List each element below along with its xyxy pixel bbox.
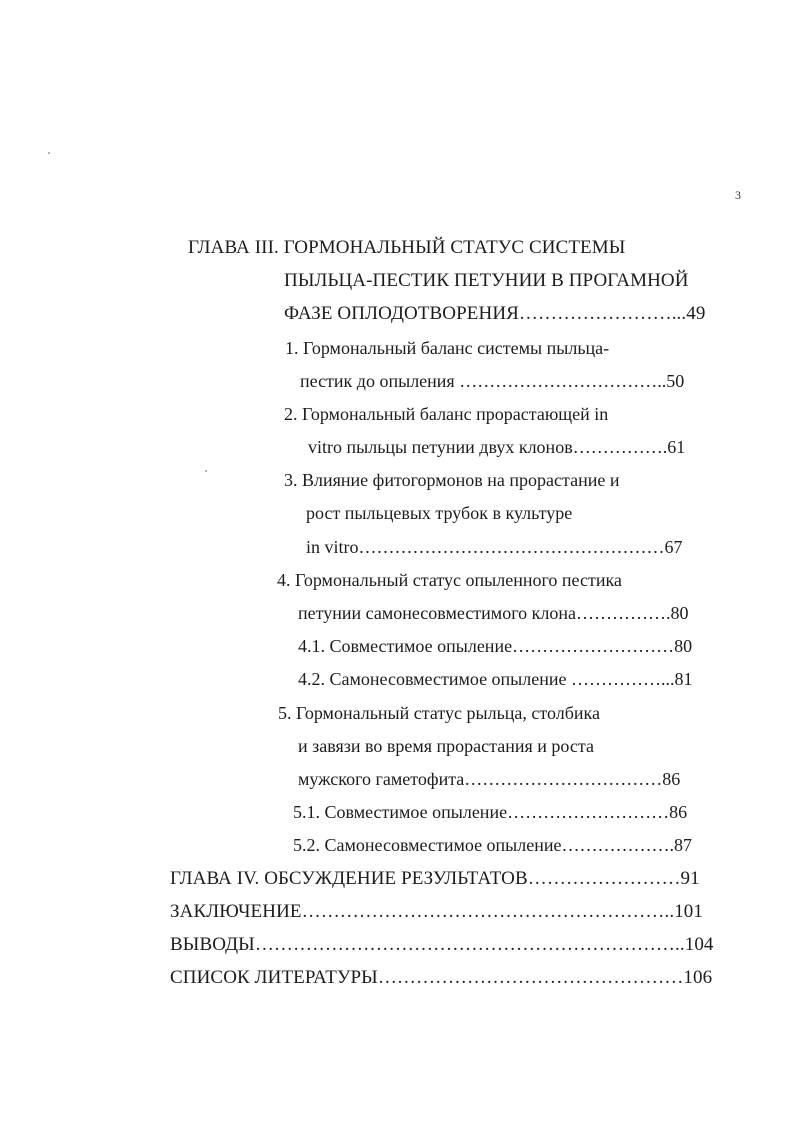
toc-conclusion: ЗАКЛЮЧЕНИЕ…………………………………………………..101: [170, 901, 704, 922]
toc-item-3-3-cont: рост пыльцевых трубок в культуре: [306, 503, 573, 523]
toc-item-3-4-2: 4.2. Самонесовместимое опыление ……………...81: [298, 669, 693, 689]
toc-item-3-5-1: 5.1. Совместимое опыление………………………86: [293, 802, 688, 822]
toc-item-3-5-cont: и завязи во время прорастания и роста: [298, 736, 594, 756]
toc-item-3-5: 5. Гормональный статус рыльца, столбика: [278, 703, 601, 723]
toc-item-3-3-end: in vitro……………………………………………67: [306, 537, 683, 557]
toc-item-3-3: 3. Влияние фитогормонов на прорастание и: [284, 470, 620, 490]
toc-item-3-4-cont: петунии самонесовместимого клона…………….80: [298, 603, 689, 623]
toc-item-3-2-cont: vitro пыльцы петунии двух клонов…………….61: [308, 437, 686, 457]
toc-item-3-4: 4. Гормональный статус опыленного пестика: [277, 570, 622, 590]
toc-item-3-4-1: 4.1. Совместимое опыление………………………80: [298, 636, 693, 656]
toc-item-3-1: 1. Гормональный баланс системы пыльца-: [285, 338, 610, 358]
toc-references: СПИСОК ЛИТЕРАТУРЫ…………………………………………106: [170, 967, 713, 988]
toc-item-3-5-end: мужского гаметофита……………………………86: [298, 769, 681, 789]
toc-item-3-1-cont: пестик до опыления ……………………………..50: [300, 371, 685, 391]
toc-chapter-3-title-end: ФАЗЕ ОПЛОДОТВОРЕНИЯ……………………...49: [284, 303, 706, 324]
toc-item-3-5-2: 5.2. Самонесовместимое опыление……………….87: [293, 835, 693, 855]
toc-chapter-3-title-cont: ПЫЛЬЦА-ПЕСТИК ПЕТУНИИ В ПРОГАМНОЙ: [284, 270, 689, 291]
page-number: 3: [735, 188, 741, 202]
toc-findings: ВЫВОДЫ…………………………………………………………..104: [170, 934, 714, 955]
scan-speck: [205, 470, 207, 472]
toc-chapter-4: ГЛАВА IV. ОБСУЖДЕНИЕ РЕЗУЛЬТАТОВ……………………91: [170, 868, 700, 889]
toc-chapter-3-title: ГЛАВА III. ГОРМОНАЛЬНЫЙ СТАТУС СИСТЕМЫ: [188, 237, 626, 258]
scan-speck: [48, 152, 50, 154]
toc-item-3-2: 2. Гормональный баланс прорастающей in: [284, 404, 609, 424]
